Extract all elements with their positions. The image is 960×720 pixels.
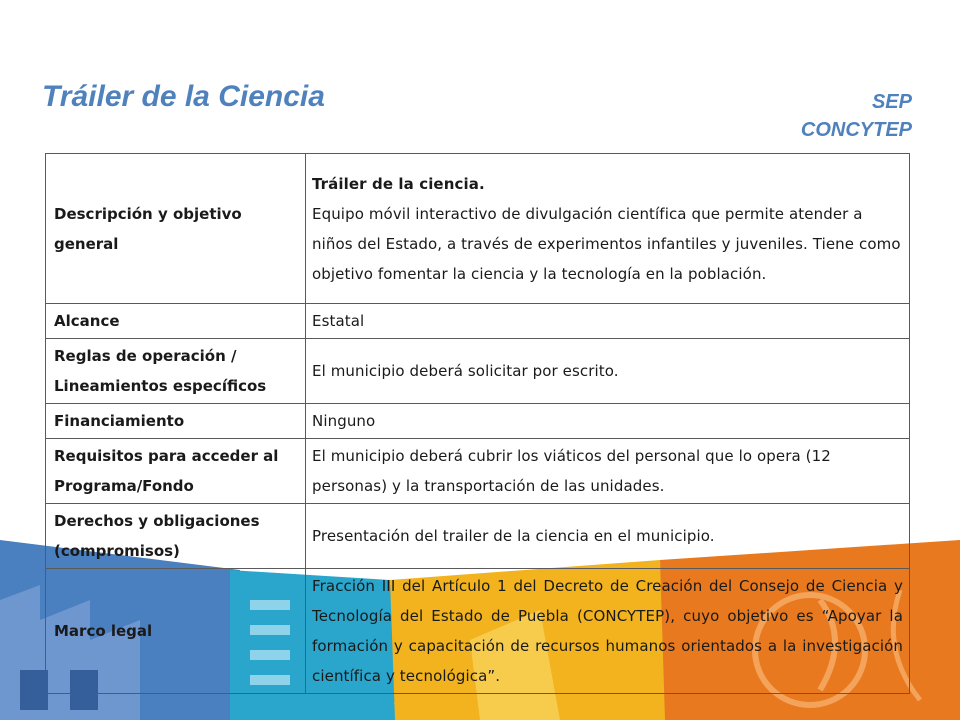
table-row (46, 339, 910, 404)
row-value: Estatal (306, 304, 910, 339)
table-row (46, 304, 910, 339)
program-info-table (45, 153, 910, 694)
description-title: Tráiler de la ciencia. (312, 174, 485, 193)
row-value: El municipio deberá cubrir los viáticos del personal que lo opera (12 personas) y la transportación de las unidades. (306, 439, 910, 504)
row-label: Derechos y obligaciones (compromisos) (46, 504, 306, 569)
description-text: Equipo móvil interactivo de divulgación científica que permite atender a niños del Estado, a través de experimentos infantiles y juveniles. Tiene como objetivo fomentar la ciencia y la tecnología en la población. (312, 204, 901, 283)
brand-sep: SEP (871, 91, 912, 113)
table-row (46, 569, 910, 694)
page-title: Tráiler de la Ciencia (42, 80, 325, 113)
table-row (46, 504, 910, 569)
brand-concytep: CONCYTEP (800, 119, 912, 141)
row-label: Requisitos para acceder al Programa/Fondo (46, 439, 306, 504)
row-value: Fracción III del Artículo 1 del Decreto de Creación del Consejo de Ciencia y Tecnología del Estado de Puebla (CONCYTEP), cuyo objetivo es “Apoyar la formación y capacitación de recursos humanos orientados a la investigación científica y tecnológica”. (306, 569, 910, 694)
row-label: Financiamiento (46, 404, 306, 439)
table-row (46, 154, 910, 304)
row-label: Marco legal (46, 569, 306, 694)
table-row (46, 439, 910, 504)
brand-block (801, 88, 912, 144)
row-label: Descripción y objetivo general (46, 154, 306, 304)
row-label: Alcance (46, 304, 306, 339)
row-label: Reglas de operación / Lineamientos específicos (46, 339, 306, 404)
row-value: Presentación del trailer de la ciencia en el municipio. (306, 504, 910, 569)
row-value: El municipio deberá solicitar por escrito. (306, 339, 910, 404)
row-value: Ninguno (306, 404, 910, 439)
table-row (46, 404, 910, 439)
row-value (306, 154, 910, 304)
